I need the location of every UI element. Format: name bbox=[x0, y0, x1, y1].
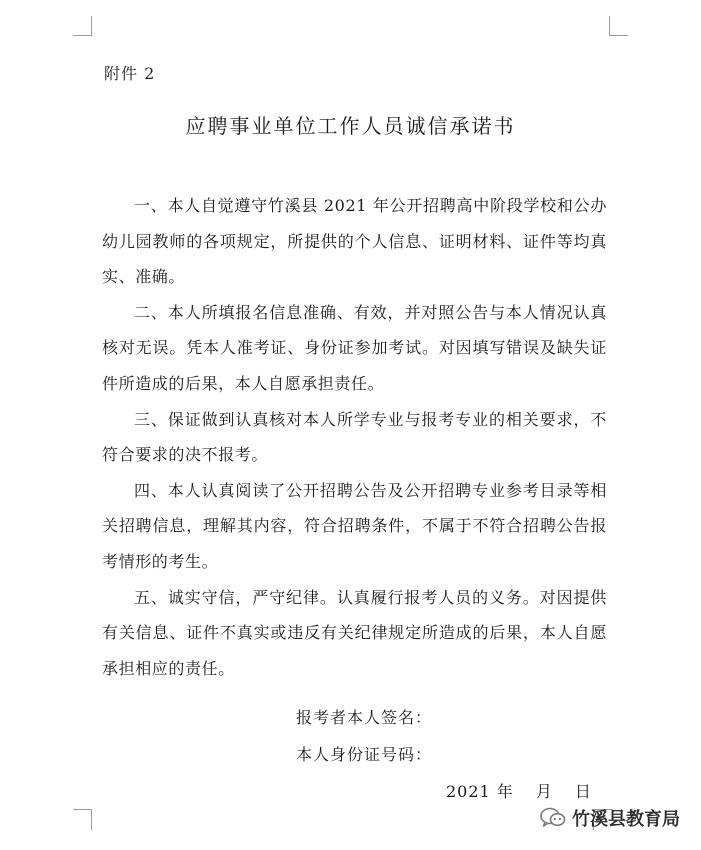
crop-mark-bottom-left bbox=[73, 809, 92, 830]
paragraph-2: 二、本人所填报名信息准确、有效，并对照公告与本人情况认真核对无误。凭本人准考证、身份证参加考试。对因填写错误及缺失证件所造成的后果，本人自愿承担责任。 bbox=[102, 302, 607, 393]
crop-mark-top-left bbox=[73, 16, 92, 36]
date-year: 2021 年 bbox=[446, 782, 514, 801]
wechat-official-account-icon bbox=[540, 807, 566, 829]
id-number-label: 本人身份证号码： bbox=[296, 745, 433, 764]
watermark bbox=[540, 805, 680, 831]
watermark-text: 竹溪县教育局 bbox=[572, 809, 680, 830]
document-title: 应聘事业单位工作人员诚信承诺书 bbox=[185, 114, 516, 138]
crop-mark-top-right bbox=[609, 16, 628, 36]
paragraph-1: 一、本人自觉遵守竹溪县 2021 年公开招聘高中阶段学校和公办幼儿园教师的各项规定，所提供的个人信息、证明材料、证件等均真实、准确。 bbox=[102, 196, 607, 287]
date-month: 月 bbox=[535, 782, 553, 801]
document-body bbox=[102, 188, 607, 686]
signature-label: 报考者本人签名： bbox=[296, 708, 433, 727]
attachment-label: 附件 2 bbox=[104, 64, 156, 83]
paragraph-4: 四、本人认真阅读了公开招聘公告及公开招聘专业参考目录等相关招聘信息，理解其内容，符合招聘条件，不属于不符合招聘公告报考情形的考生。 bbox=[102, 480, 607, 571]
date-day: 日 bbox=[574, 782, 592, 801]
paragraph-5: 五、诚实守信，严守纪律。认真履行报考人员的义务。对因提供有关信息、证件不真实或违反有关纪律规定所造成的后果，本人自愿承担相应的责任。 bbox=[102, 587, 607, 678]
date-line bbox=[446, 779, 592, 802]
paragraph-3: 三、保证做到认真核对本人所学专业与报考专业的相关要求，不符合要求的决不报考。 bbox=[102, 409, 607, 465]
